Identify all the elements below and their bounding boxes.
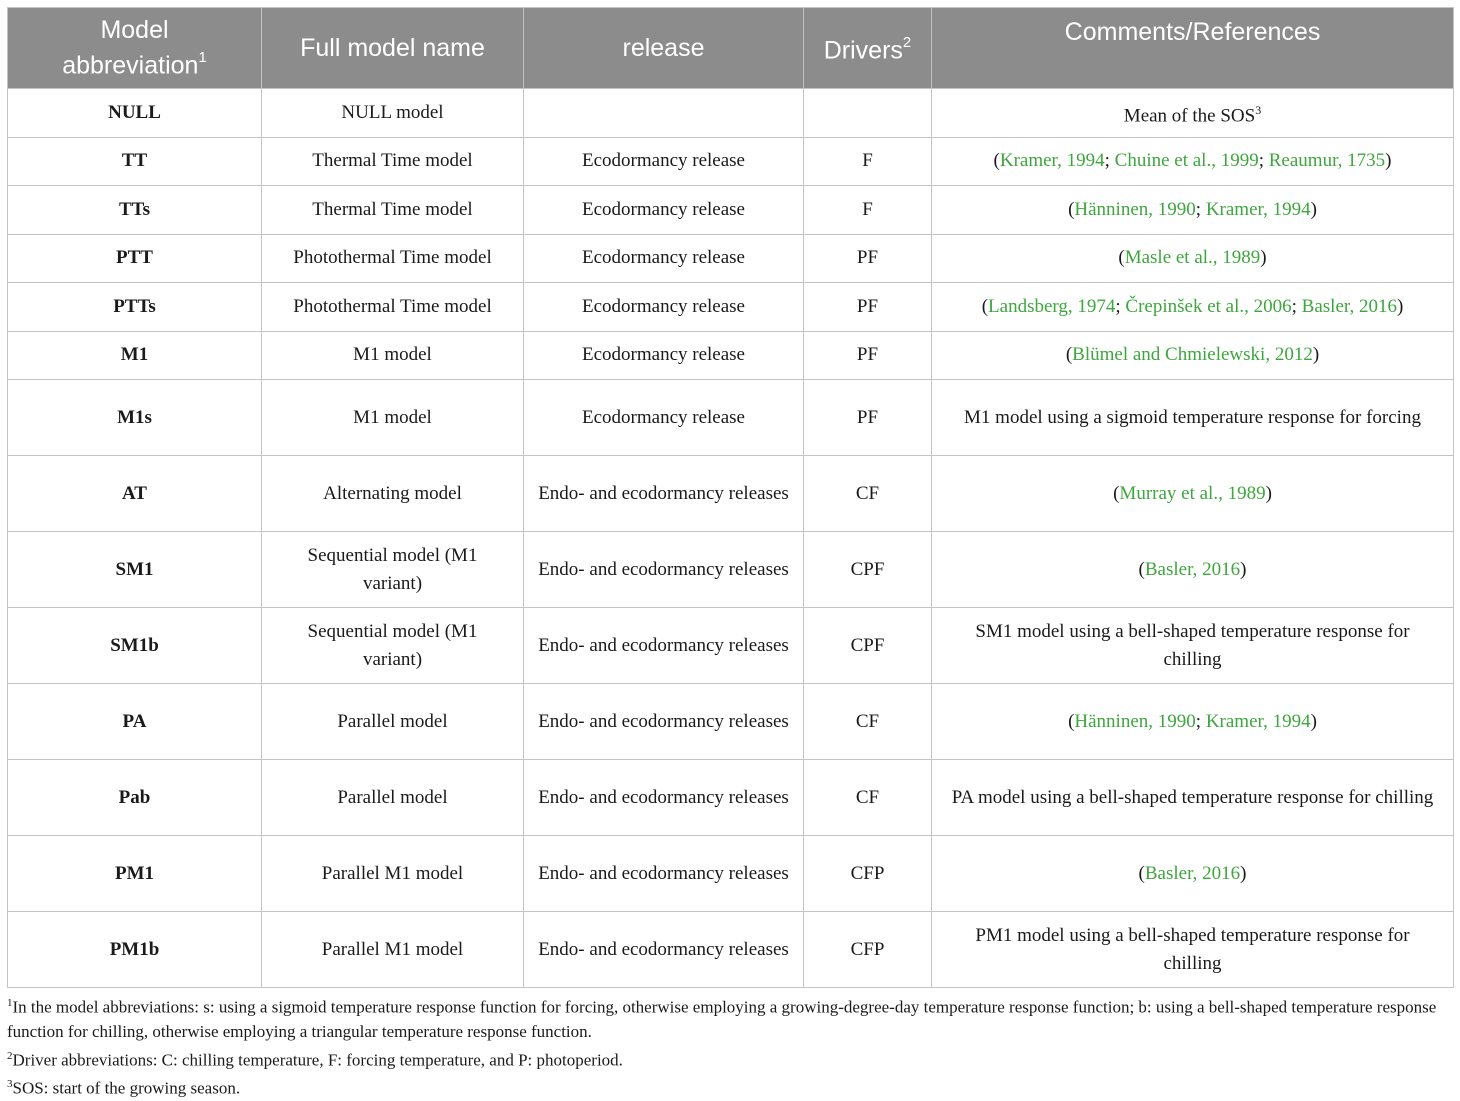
cell-model-abbreviation: PTT [8,234,262,283]
reference-link[interactable]: Murray et al., 1989 [1119,482,1266,504]
cell-model-abbreviation: NULL [8,89,262,138]
table-row [8,331,1454,380]
cell-comments-references: (Kramer, 1994; Chuine et al., 1999; Reaumur, 1735) [932,137,1454,186]
cell-comments-references: (Hänninen, 1990; Kramer, 1994) [932,684,1454,760]
reference-link[interactable]: Landsberg, 1974 [988,295,1116,317]
cell-comments-references [932,608,1454,684]
cell-drivers: PF [804,283,932,332]
footnote-number: 3 [7,1078,13,1091]
footnote-text: Driver abbreviations: C: chilling temperature, F: forcing temperature, and P: photoperiod. [12,1050,623,1070]
table-row [8,760,1454,836]
header-model-abbreviation: Model abbreviation$^1$ [8,8,262,89]
cell-full-model-name: Parallel M1 model [262,912,524,988]
cell-drivers: PF [804,234,932,283]
reference-link[interactable]: Chuine et al., 1999 [1114,150,1259,172]
reference-link[interactable]: Blümel and Chmielewski, 2012 [1072,344,1313,366]
table-row [8,186,1454,235]
reference-link[interactable]: Črepinšek et al., 2006 [1125,295,1292,317]
cell-drivers: CF [804,760,932,836]
comment-text: M1 model using a sigmoid temperature response for forcing [964,406,1421,428]
footnote-number: 2 [7,1049,13,1062]
table-row [8,912,1454,988]
table-container [7,7,1453,988]
table-row [8,380,1454,456]
cell-release: Endo- and ecodormancy releases [524,456,804,532]
cell-full-model-name: Alternating model [262,456,524,532]
cell-model-abbreviation: PA [8,684,262,760]
cell-drivers: CFP [804,836,932,912]
comment-text: PM1 model using a bell-shaped temperature response for chilling [975,924,1410,974]
cell-model-abbreviation: SM1b [8,608,262,684]
cell-comments-references: (Blümel and Chmielewski, 2012) [932,331,1454,380]
header-full-model-name: Full model name [262,8,524,89]
footnote-item [7,991,1453,1044]
cell-drivers: PF [804,331,932,380]
cell-full-model-name: M1 model [262,380,524,456]
cell-comments-references: (Basler, 2016) [932,836,1454,912]
comment-text: PA model using a bell-shaped temperature response for chilling [951,786,1434,808]
cell-drivers: CFP [804,912,932,988]
table-row [8,89,1454,138]
cell-drivers: CF [804,684,932,760]
cell-release: Ecodormancy release [524,331,804,380]
cell-model-abbreviation: PM1b [8,912,262,988]
header-row [8,8,1454,89]
cell-model-abbreviation: PTTs [8,283,262,332]
reference-link[interactable]: Basler, 2016 [1144,862,1241,884]
table-row [8,684,1454,760]
reference-link[interactable]: Hänninen, 1990 [1074,198,1196,220]
cell-release: Endo- and ecodormancy releases [524,608,804,684]
reference-link[interactable]: Masle et al., 1989 [1124,247,1261,269]
footnote-text: In the model abbreviations: s: using a sigmoid temperature response function for forcing, otherwise employing a growing-degree-day temperature response function; b: using a bell-shaped temperature response function for chilling, otherwise employing a triangular temperature response function. [7,997,1437,1041]
cell-release: Endo- and ecodormancy releases [524,912,804,988]
cell-full-model-name: Parallel model [262,684,524,760]
table-row [8,283,1454,332]
table-row [8,456,1454,532]
cell-release: Ecodormancy release [524,380,804,456]
cell-comments-references: (Basler, 2016) [932,532,1454,608]
cell-model-abbreviation: SM1 [8,532,262,608]
cell-model-abbreviation: PM1 [8,836,262,912]
cell-comments-references: (Landsberg, 1974; Črepinšek et al., 2006; Basler, 2016) [932,283,1454,332]
cell-comments-references: (Hänninen, 1990; Kramer, 1994) [932,186,1454,235]
header-release: release [524,8,804,89]
cell-release: Endo- and ecodormancy releases [524,836,804,912]
table-row [8,137,1454,186]
cell-full-model-name: Thermal Time model [262,137,524,186]
cell-full-model-name: NULL model [262,89,524,138]
reference-link[interactable]: Kramer, 1994 [1205,198,1311,220]
cell-drivers: CF [804,456,932,532]
footnote-text: SOS: start of the growing season. [12,1078,241,1098]
cell-comments-references [932,380,1454,456]
cell-release: Ecodormancy release [524,234,804,283]
cell-release: Endo- and ecodormancy releases [524,532,804,608]
cell-drivers: F [804,186,932,235]
cell-comments-references: (Masle et al., 1989) [932,234,1454,283]
cell-drivers: F [804,137,932,186]
reference-link[interactable]: Basler, 2016 [1301,295,1397,317]
cell-full-model-name: Sequential model (M1 variant) [262,608,524,684]
cell-full-model-name: Thermal Time model [262,186,524,235]
cell-full-model-name: M1 model [262,331,524,380]
cell-release: Endo- and ecodormancy releases [524,760,804,836]
reference-link[interactable]: Reaumur, 1735 [1268,150,1386,172]
table-row [8,532,1454,608]
table-row [8,234,1454,283]
cell-full-model-name: Sequential model (M1 variant) [262,532,524,608]
header-comments-references: Comments/References [932,8,1454,89]
model-table [7,7,1454,988]
cell-model-abbreviation: AT [8,456,262,532]
cell-release: Endo- and ecodormancy releases [524,684,804,760]
reference-link[interactable]: Basler, 2016 [1144,558,1241,580]
cell-drivers: CPF [804,608,932,684]
table-row [8,608,1454,684]
cell-comments-references [932,912,1454,988]
cell-drivers: CPF [804,532,932,608]
cell-model-abbreviation: Pab [8,760,262,836]
cell-comments-references [932,760,1454,836]
header-drivers: Drivers$^2$ [804,8,932,89]
comment-text: Mean of the SOS [1123,104,1256,126]
cell-model-abbreviation: TT [8,137,262,186]
cell-full-model-name: Parallel M1 model [262,836,524,912]
cell-release: Ecodormancy release [524,186,804,235]
footnotes [7,991,1453,1101]
reference-link[interactable]: Hänninen, 1990 [1074,710,1196,732]
cell-comments-references [932,89,1454,138]
cell-full-model-name: Photothermal Time model [262,234,524,283]
comment-text: SM1 model using a bell-shaped temperature response for chilling [975,620,1410,670]
cell-full-model-name: Parallel model [262,760,524,836]
cell-model-abbreviation: TTs [8,186,262,235]
table-row [8,836,1454,912]
cell-drivers: PF [804,380,932,456]
footnote-marker: 3 [1255,102,1262,117]
cell-model-abbreviation: M1 [8,331,262,380]
cell-full-model-name: Photothermal Time model [262,283,524,332]
cell-release: Ecodormancy release [524,283,804,332]
cell-release: Ecodormancy release [524,137,804,186]
table-body [8,89,1454,988]
cell-model-abbreviation: M1s [8,380,262,456]
cell-drivers [804,89,932,138]
reference-link[interactable]: Kramer, 1994 [999,150,1105,172]
cell-release [524,89,804,138]
footnote-number: 1 [7,997,13,1009]
reference-link[interactable]: Kramer, 1994 [1205,710,1311,732]
footnote-item [7,1044,1453,1073]
cell-comments-references: (Murray et al., 1989) [932,456,1454,532]
